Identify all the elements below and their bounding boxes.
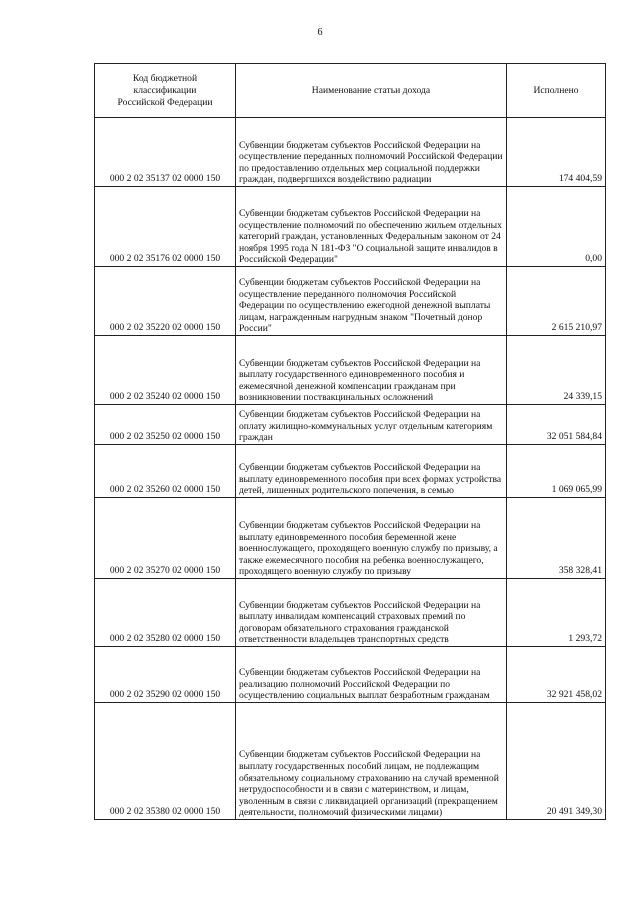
row-code: 000 2 02 35240 02 0000 150 xyxy=(95,336,236,405)
row-name: Субвенции бюджетам субъектов Российской Федерации на выплату государственных пособий лицам, не подлежащим обязательному социальному страхованию на случай временной нетрудоспособности и в связи с материнством, и лицам, уволенным в связи с ликвидацией организаций (прекращением деятельности, полномочий физическими лицами) xyxy=(236,703,507,820)
row-name: Субвенции бюджетам субъектов Российской Федерации на реализацию полномочий Российской Федерации по осуществлению социальных выплат безработным гражданам xyxy=(236,647,507,703)
row-amount: 2 615 210,97 xyxy=(507,267,606,336)
header-amount: Исполнено xyxy=(507,64,606,118)
row-name: Субвенции бюджетам субъектов Российской Федерации на оплату жилищно-коммунальных услуг отдельным категориям граждан xyxy=(236,405,507,445)
table-header-row xyxy=(95,64,606,118)
row-amount: 32 051 584,84 xyxy=(507,405,606,445)
row-code: 000 2 02 35220 02 0000 150 xyxy=(95,267,236,336)
row-name: Субвенции бюджетам субъектов Российской Федерации на осуществление полномочий по обеспечению жильем отдельных категорий граждан, установленных Федеральным законом от 24 ноября 1995 года N 181-ФЗ "О социальной защите инвалидов в Российской Федерации" xyxy=(236,187,507,267)
table-row xyxy=(95,703,606,820)
row-amount: 24 339,15 xyxy=(507,336,606,405)
table-row xyxy=(95,445,606,498)
table-row xyxy=(95,118,606,187)
row-code: 000 2 02 35250 02 0000 150 xyxy=(95,405,236,445)
row-code: 000 2 02 35280 02 0000 150 xyxy=(95,579,236,647)
row-name: Субвенции бюджетам субъектов Российской Федерации на выплату государственного единовременного пособия и ежемесячной денежной компенсации гражданам при возникновении поствакцинальных осложнений xyxy=(236,336,507,405)
page-number: 6 xyxy=(317,27,323,38)
header-name: Наименование статьи дохода xyxy=(236,64,507,118)
row-code: 000 2 02 35270 02 0000 150 xyxy=(95,498,236,579)
row-name: Субвенции бюджетам субъектов Российской Федерации на выплату единовременного пособия беременной жене военнослужащего, проходящего военную службу по призыву, а также ежемесячного пособия на ребенка военнослужащего, проходящего военную службу по призыву xyxy=(236,498,507,579)
row-name: Субвенции бюджетам субъектов Российской Федерации на осуществление переданных полномочий Российской Федерации по предоставлению отдельных мер социальной поддержки граждан, подвергшихся воздействию радиации xyxy=(236,118,507,187)
row-name: Субвенции бюджетам субъектов Российской Федерации на выплату инвалидам компенсаций страховых премий по договорам обязательного страхования гражданской ответственности владельцев транспортных средств xyxy=(236,579,507,647)
row-amount: 358 328,41 xyxy=(507,498,606,579)
row-amount: 20 491 349,30 xyxy=(507,703,606,820)
revenue-table xyxy=(94,63,606,820)
table-row xyxy=(95,336,606,405)
row-code: 000 2 02 35137 02 0000 150 xyxy=(95,118,236,187)
row-code: 000 2 02 35380 02 0000 150 xyxy=(95,703,236,820)
table-row xyxy=(95,267,606,336)
header-code: Код бюджетной классификации Российской Федерации xyxy=(95,64,236,118)
table-row xyxy=(95,579,606,647)
row-code: 000 2 02 35176 02 0000 150 xyxy=(95,187,236,267)
row-code: 000 2 02 35260 02 0000 150 xyxy=(95,445,236,498)
row-amount: 174 404,59 xyxy=(507,118,606,187)
table-row xyxy=(95,187,606,267)
row-name: Субвенции бюджетам субъектов Российской Федерации на выплату единовременного пособия при всех формах устройства детей, лишенных родительского попечения, в семью xyxy=(236,445,507,498)
table-row xyxy=(95,647,606,703)
row-amount: 32 921 458,02 xyxy=(507,647,606,703)
table-row xyxy=(95,405,606,445)
row-amount: 1 293,72 xyxy=(507,579,606,647)
row-code: 000 2 02 35290 02 0000 150 xyxy=(95,647,236,703)
row-amount: 1 069 065,99 xyxy=(507,445,606,498)
table-row xyxy=(95,498,606,579)
row-name: Субвенции бюджетам субъектов Российской Федерации на осуществление переданного полномочия Российской Федерации по осуществлению ежегодной денежной выплаты лицам, награжденным нагрудным знаком "Почетный донор России" xyxy=(236,267,507,336)
row-amount: 0,00 xyxy=(507,187,606,267)
